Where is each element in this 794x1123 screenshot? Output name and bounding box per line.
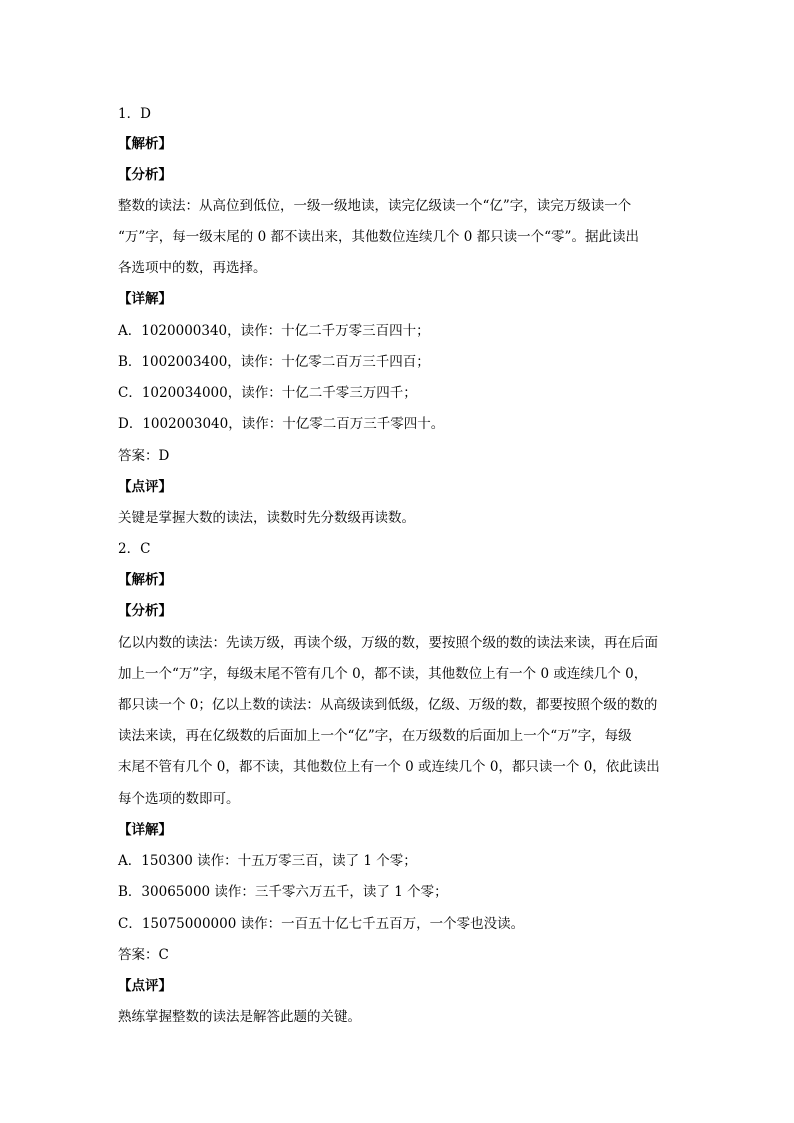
q2-dianping-heading: 【点评】 bbox=[118, 978, 172, 994]
q2-answer: 答案：C bbox=[118, 947, 169, 963]
q2-jiexi-heading: 【解析】 bbox=[118, 572, 172, 588]
q1-answer: 答案：D bbox=[118, 448, 170, 464]
q2-analysis-line: 都只读一个 0；亿以上数的读法：从高级读到低级，亿级、万级的数，都要按照个级的数的 bbox=[118, 697, 658, 713]
q2-option-c: C．15075000000 读作：一百五十亿七千五百万，一个零也没读。 bbox=[118, 916, 525, 932]
q1-jiexi-heading: 【解析】 bbox=[118, 136, 172, 152]
q1-analysis-line: 整数的读法：从高位到低位，一级一级地读，读完亿级读一个“亿”字，读完万级读一个 bbox=[118, 198, 632, 214]
q1-fenxi-heading: 【分析】 bbox=[118, 167, 172, 183]
q2-analysis-line: 读法来读，再在亿级数的后面加上一个“亿”字，在万级数的后面加上一个“万”字，每级 bbox=[118, 728, 632, 744]
q1-dianping-heading: 【点评】 bbox=[118, 479, 172, 495]
q2-answer-line: 2．C bbox=[118, 541, 151, 557]
q2-option-a: A．150300 读作：十五万零三百，读了 1 个零； bbox=[118, 853, 417, 869]
q1-xiangjie-heading: 【详解】 bbox=[118, 291, 172, 307]
q2-analysis-line: 亿以内数的读法：先读万级，再读个级，万级的数，要按照个级的数的读法来读，再在后面 bbox=[118, 635, 658, 651]
q2-analysis-line: 加上一个“万”字，每级末尾不管有几个 0，都不读，其他数位上有一个 0 或连续几个 0， bbox=[118, 666, 648, 682]
q1-option-c: C．1020034000，读作：十亿二千零三万四千； bbox=[118, 385, 417, 401]
q1-analysis-line: 各选项中的数，再选择。 bbox=[118, 260, 267, 276]
q1-option-b: B．1002003400，读作：十亿零二百万三千四百； bbox=[118, 354, 430, 370]
q2-option-b: B．30065000 读作：三千零六万五千，读了 1 个零； bbox=[118, 884, 448, 900]
q2-xiangjie-heading: 【详解】 bbox=[118, 822, 172, 838]
q2-fenxi-heading: 【分析】 bbox=[118, 603, 172, 619]
q1-option-d: D．1002003040，读作：十亿零二百万三千零四十。 bbox=[118, 416, 445, 432]
q2-analysis-line: 每个选项的数即可。 bbox=[118, 791, 240, 807]
q1-option-a: A．1020000340，读作：十亿二千万零三百四十； bbox=[118, 323, 430, 339]
q1-answer-line: 1．D bbox=[118, 106, 151, 122]
q1-analysis-line: “万”字，每一级末尾的 0 都不读出来，其他数位连续几个 0 都只读一个“零”。据此读出 bbox=[118, 229, 639, 245]
q1-comment: 关键是掌握大数的读法，读数时先分数级再读数。 bbox=[118, 510, 415, 526]
q2-analysis-line: 末尾不管有几个 0，都不读，其他数位上有一个 0 或连续几个 0，都只读一个 0，依此读出 bbox=[118, 759, 660, 775]
q2-comment: 熟练掌握整数的读法是解答此题的关键。 bbox=[118, 1009, 361, 1025]
